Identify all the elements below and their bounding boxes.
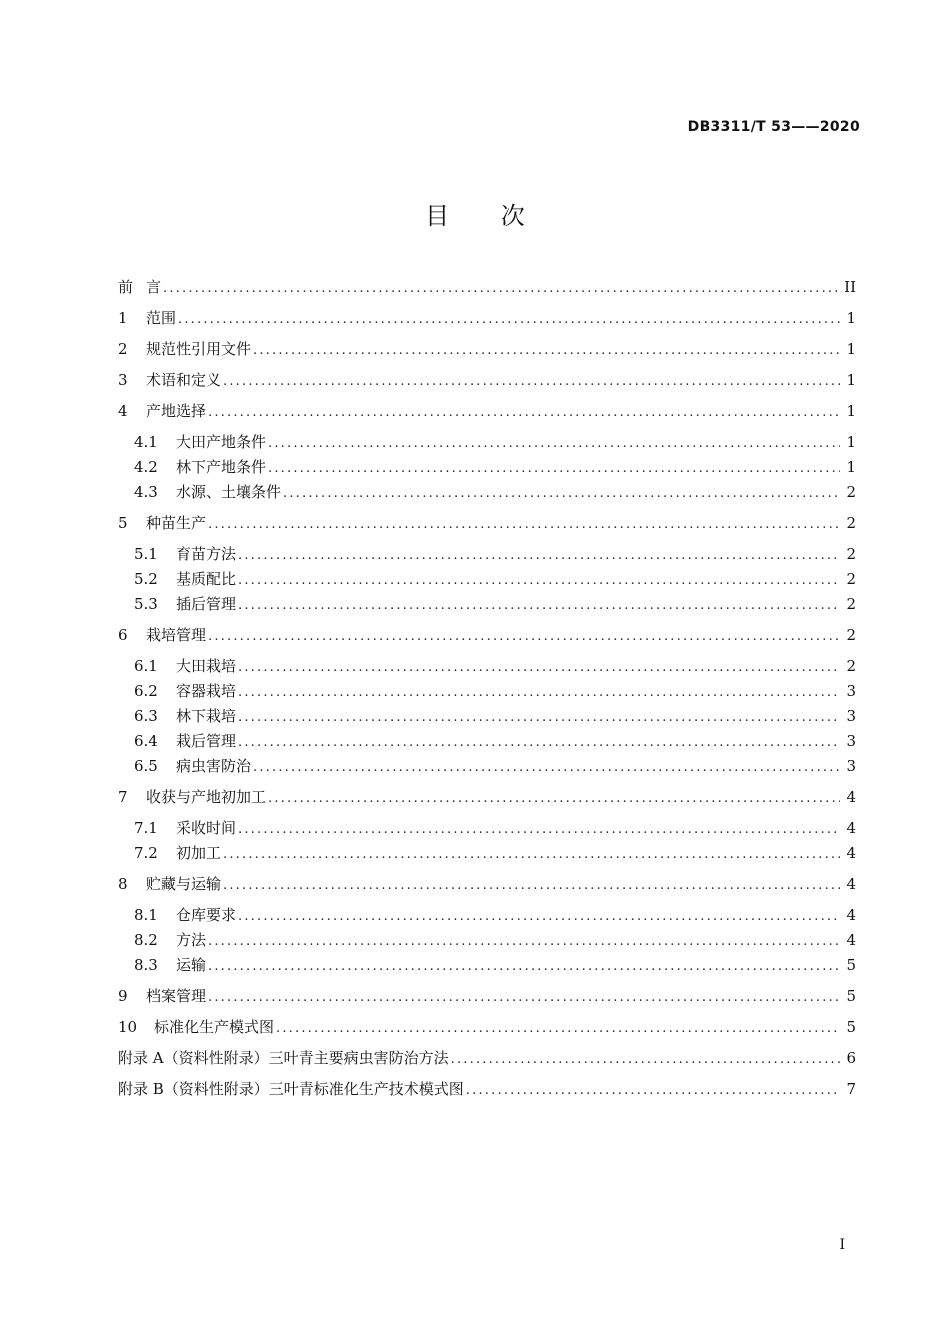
toc-entry-number: 5.2 — [134, 570, 158, 588]
toc-entry-label: 范围 — [146, 309, 177, 327]
toc-entry-page: 4 — [846, 844, 856, 862]
toc-entry[interactable] — [118, 481, 856, 503]
toc-entry[interactable] — [118, 1078, 856, 1100]
toc-entry-number: 10 — [118, 1018, 138, 1036]
toc-entry-number: 5.3 — [134, 595, 158, 613]
toc-dot-leader — [268, 433, 840, 455]
toc-entry-page: 2 — [846, 545, 856, 563]
toc-entry-number: 6.5 — [134, 757, 158, 775]
toc-entry-label: 标准化生产模式图 — [154, 1018, 275, 1036]
toc-entry[interactable] — [118, 568, 856, 590]
toc-entry-label: 育苗方法 — [176, 545, 237, 563]
toc-dot-leader — [238, 657, 840, 679]
toc-dot-leader — [268, 788, 840, 810]
toc-entry-number: 4.2 — [134, 458, 158, 476]
toc-entry-number: 7.1 — [134, 819, 158, 837]
toc-dot-leader — [208, 402, 840, 424]
toc-entry-page: 1 — [846, 402, 856, 420]
toc-entry-number: 9 — [118, 987, 128, 1005]
toc-entry[interactable] — [118, 338, 856, 360]
toc-entry-number: 8.3 — [134, 956, 158, 974]
toc-entry-number: 7 — [118, 788, 128, 806]
toc-entry-page: 1 — [846, 309, 856, 327]
toc-entry-label: 言 — [146, 278, 162, 296]
toc-dot-leader — [223, 371, 840, 393]
toc-entry-label: 运输 — [176, 956, 207, 974]
toc-entry-page: 4 — [846, 788, 856, 806]
toc-entry-number: 7.2 — [134, 844, 158, 862]
toc-entry[interactable] — [118, 817, 856, 839]
toc-entry[interactable] — [118, 624, 856, 646]
toc-dot-leader — [238, 732, 840, 754]
toc-dot-leader — [276, 1018, 840, 1040]
toc-entry[interactable] — [118, 431, 856, 453]
toc-dot-leader — [208, 931, 840, 953]
toc-dot-leader — [238, 906, 840, 928]
toc-dot-leader — [238, 545, 840, 567]
toc-entry-label: 插后管理 — [176, 595, 237, 613]
toc-entry[interactable] — [118, 705, 856, 727]
toc-entry[interactable] — [118, 512, 856, 534]
toc-entry-number: 4.3 — [134, 483, 158, 501]
toc-entry-label: 采收时间 — [176, 819, 237, 837]
toc-entry-label: 方法 — [176, 931, 207, 949]
toc-dot-leader — [451, 1049, 840, 1071]
toc-entry-page: 2 — [846, 626, 856, 644]
toc-dot-leader — [223, 875, 840, 897]
toc-entry[interactable] — [118, 680, 856, 702]
toc-entry[interactable] — [118, 593, 856, 615]
toc-entry-page: 2 — [846, 595, 856, 613]
toc-entry-number: 6.3 — [134, 707, 158, 725]
toc-dot-leader — [238, 682, 840, 704]
toc-entry-page: 3 — [846, 707, 856, 725]
toc-entry-page: 3 — [846, 682, 856, 700]
toc-dot-leader — [208, 626, 840, 648]
toc-dot-leader — [253, 340, 840, 362]
toc-dot-leader — [223, 844, 840, 866]
toc-entry-page: 1 — [846, 371, 856, 389]
toc-entry-number: 前 — [118, 278, 134, 296]
toc-entry[interactable] — [118, 755, 856, 777]
toc-entry[interactable] — [118, 1047, 856, 1069]
toc-entry-number: 8.2 — [134, 931, 158, 949]
toc-entry-label: 水源、土壤条件 — [176, 483, 282, 501]
toc-entry-label: 容器栽培 — [176, 682, 237, 700]
toc-entry-page: 4 — [846, 819, 856, 837]
toc-entry-page: 2 — [846, 570, 856, 588]
toc-dot-leader — [208, 956, 840, 978]
toc-entry-page: 1 — [846, 340, 856, 358]
toc-dot-leader — [163, 278, 840, 300]
toc-entry-label: 种苗生产 — [146, 514, 207, 532]
toc-entry[interactable] — [118, 730, 856, 752]
toc-entry[interactable] — [118, 655, 856, 677]
toc-dot-leader — [253, 757, 840, 779]
toc-entry-page: 2 — [846, 657, 856, 675]
toc-entry-label: 附录 A（资料性附录）三叶青主要病虫害防治方法 — [118, 1049, 449, 1067]
toc-entry-label: 仓库要求 — [176, 906, 237, 924]
toc-entry[interactable] — [118, 904, 856, 926]
page-title: 目 次 — [425, 202, 547, 230]
toc-dot-leader — [268, 458, 840, 480]
toc-entry-label: 初加工 — [176, 844, 222, 862]
toc-entry-label: 档案管理 — [146, 987, 207, 1005]
toc-entry[interactable] — [118, 954, 856, 976]
toc-entry-page: 3 — [846, 732, 856, 750]
toc-entry-label: 栽培管理 — [146, 626, 207, 644]
toc-dot-leader — [238, 570, 840, 592]
toc-entry-number: 6.2 — [134, 682, 158, 700]
toc-dot-leader — [283, 483, 840, 505]
toc-entry-label: 贮藏与运输 — [146, 875, 222, 893]
toc-entry-label: 栽后管理 — [176, 732, 237, 750]
toc-dot-leader — [208, 987, 840, 1009]
toc-entry-number: 5 — [118, 514, 128, 532]
toc-entry-number: 5.1 — [134, 545, 158, 563]
toc-entry-page: 5 — [846, 987, 856, 1005]
toc-entry-label: 林下产地条件 — [176, 458, 267, 476]
toc-entry-label: 基质配比 — [176, 570, 237, 588]
toc-entry-page: 1 — [846, 433, 856, 451]
toc-entry-page: II — [844, 278, 856, 296]
toc-entry[interactable] — [118, 842, 856, 864]
toc-entry-page: 6 — [846, 1049, 856, 1067]
toc-entry-number: 1 — [118, 309, 128, 327]
toc-dot-leader — [238, 707, 840, 729]
toc-entry-label: 病虫害防治 — [176, 757, 252, 775]
toc-entry-number: 3 — [118, 371, 128, 389]
toc-entry[interactable] — [118, 543, 856, 565]
toc-entry[interactable] — [118, 307, 856, 329]
toc-entry[interactable] — [118, 929, 856, 951]
table-of-contents — [118, 0, 856, 1344]
toc-dot-leader — [238, 819, 840, 841]
toc-entry-page: 1 — [846, 458, 856, 476]
toc-entry[interactable] — [118, 276, 856, 298]
toc-entry[interactable] — [118, 1016, 856, 1038]
toc-entry-label: 大田产地条件 — [176, 433, 267, 451]
toc-entry-page: 2 — [846, 483, 856, 501]
toc-entry-page: 4 — [846, 875, 856, 893]
toc-entry-page: 5 — [846, 956, 856, 974]
toc-entry-page: 4 — [846, 931, 856, 949]
toc-entry-page: 3 — [846, 757, 856, 775]
toc-entry-label: 林下栽培 — [176, 707, 237, 725]
toc-entry-number: 4 — [118, 402, 128, 420]
document-code: DB3311/T 53——2020 — [687, 119, 860, 135]
toc-dot-leader — [238, 595, 840, 617]
toc-entry-number: 2 — [118, 340, 128, 358]
toc-entry[interactable] — [118, 400, 856, 422]
toc-dot-leader — [178, 309, 840, 331]
toc-entry-number: 6.4 — [134, 732, 158, 750]
toc-entry[interactable] — [118, 873, 856, 895]
toc-entry-label: 规范性引用文件 — [146, 340, 252, 358]
toc-entry-label: 产地选择 — [146, 402, 207, 420]
toc-dot-leader — [466, 1080, 840, 1102]
toc-entry-label: 术语和定义 — [146, 371, 222, 389]
toc-entry-page: 2 — [846, 514, 856, 532]
toc-entry-number: 4.1 — [134, 433, 158, 451]
toc-entry[interactable] — [118, 456, 856, 478]
toc-entry-page: 5 — [846, 1018, 856, 1036]
toc-entry-page: 4 — [846, 906, 856, 924]
toc-entry-number: 6.1 — [134, 657, 158, 675]
toc-entry-label: 大田栽培 — [176, 657, 237, 675]
toc-entry-number: 6 — [118, 626, 128, 644]
toc-entry-label: 附录 B（资料性附录）三叶青标准化生产技术模式图 — [118, 1080, 464, 1098]
toc-entry-label: 收获与产地初加工 — [146, 788, 267, 806]
toc-entry[interactable] — [118, 786, 856, 808]
footer-page-number: I — [839, 1237, 845, 1253]
toc-entry-number: 8 — [118, 875, 128, 893]
toc-entry[interactable] — [118, 985, 856, 1007]
toc-entry[interactable] — [118, 369, 856, 391]
toc-entry-number: 8.1 — [134, 906, 158, 924]
toc-dot-leader — [208, 514, 840, 536]
toc-entry-page: 7 — [846, 1080, 856, 1098]
